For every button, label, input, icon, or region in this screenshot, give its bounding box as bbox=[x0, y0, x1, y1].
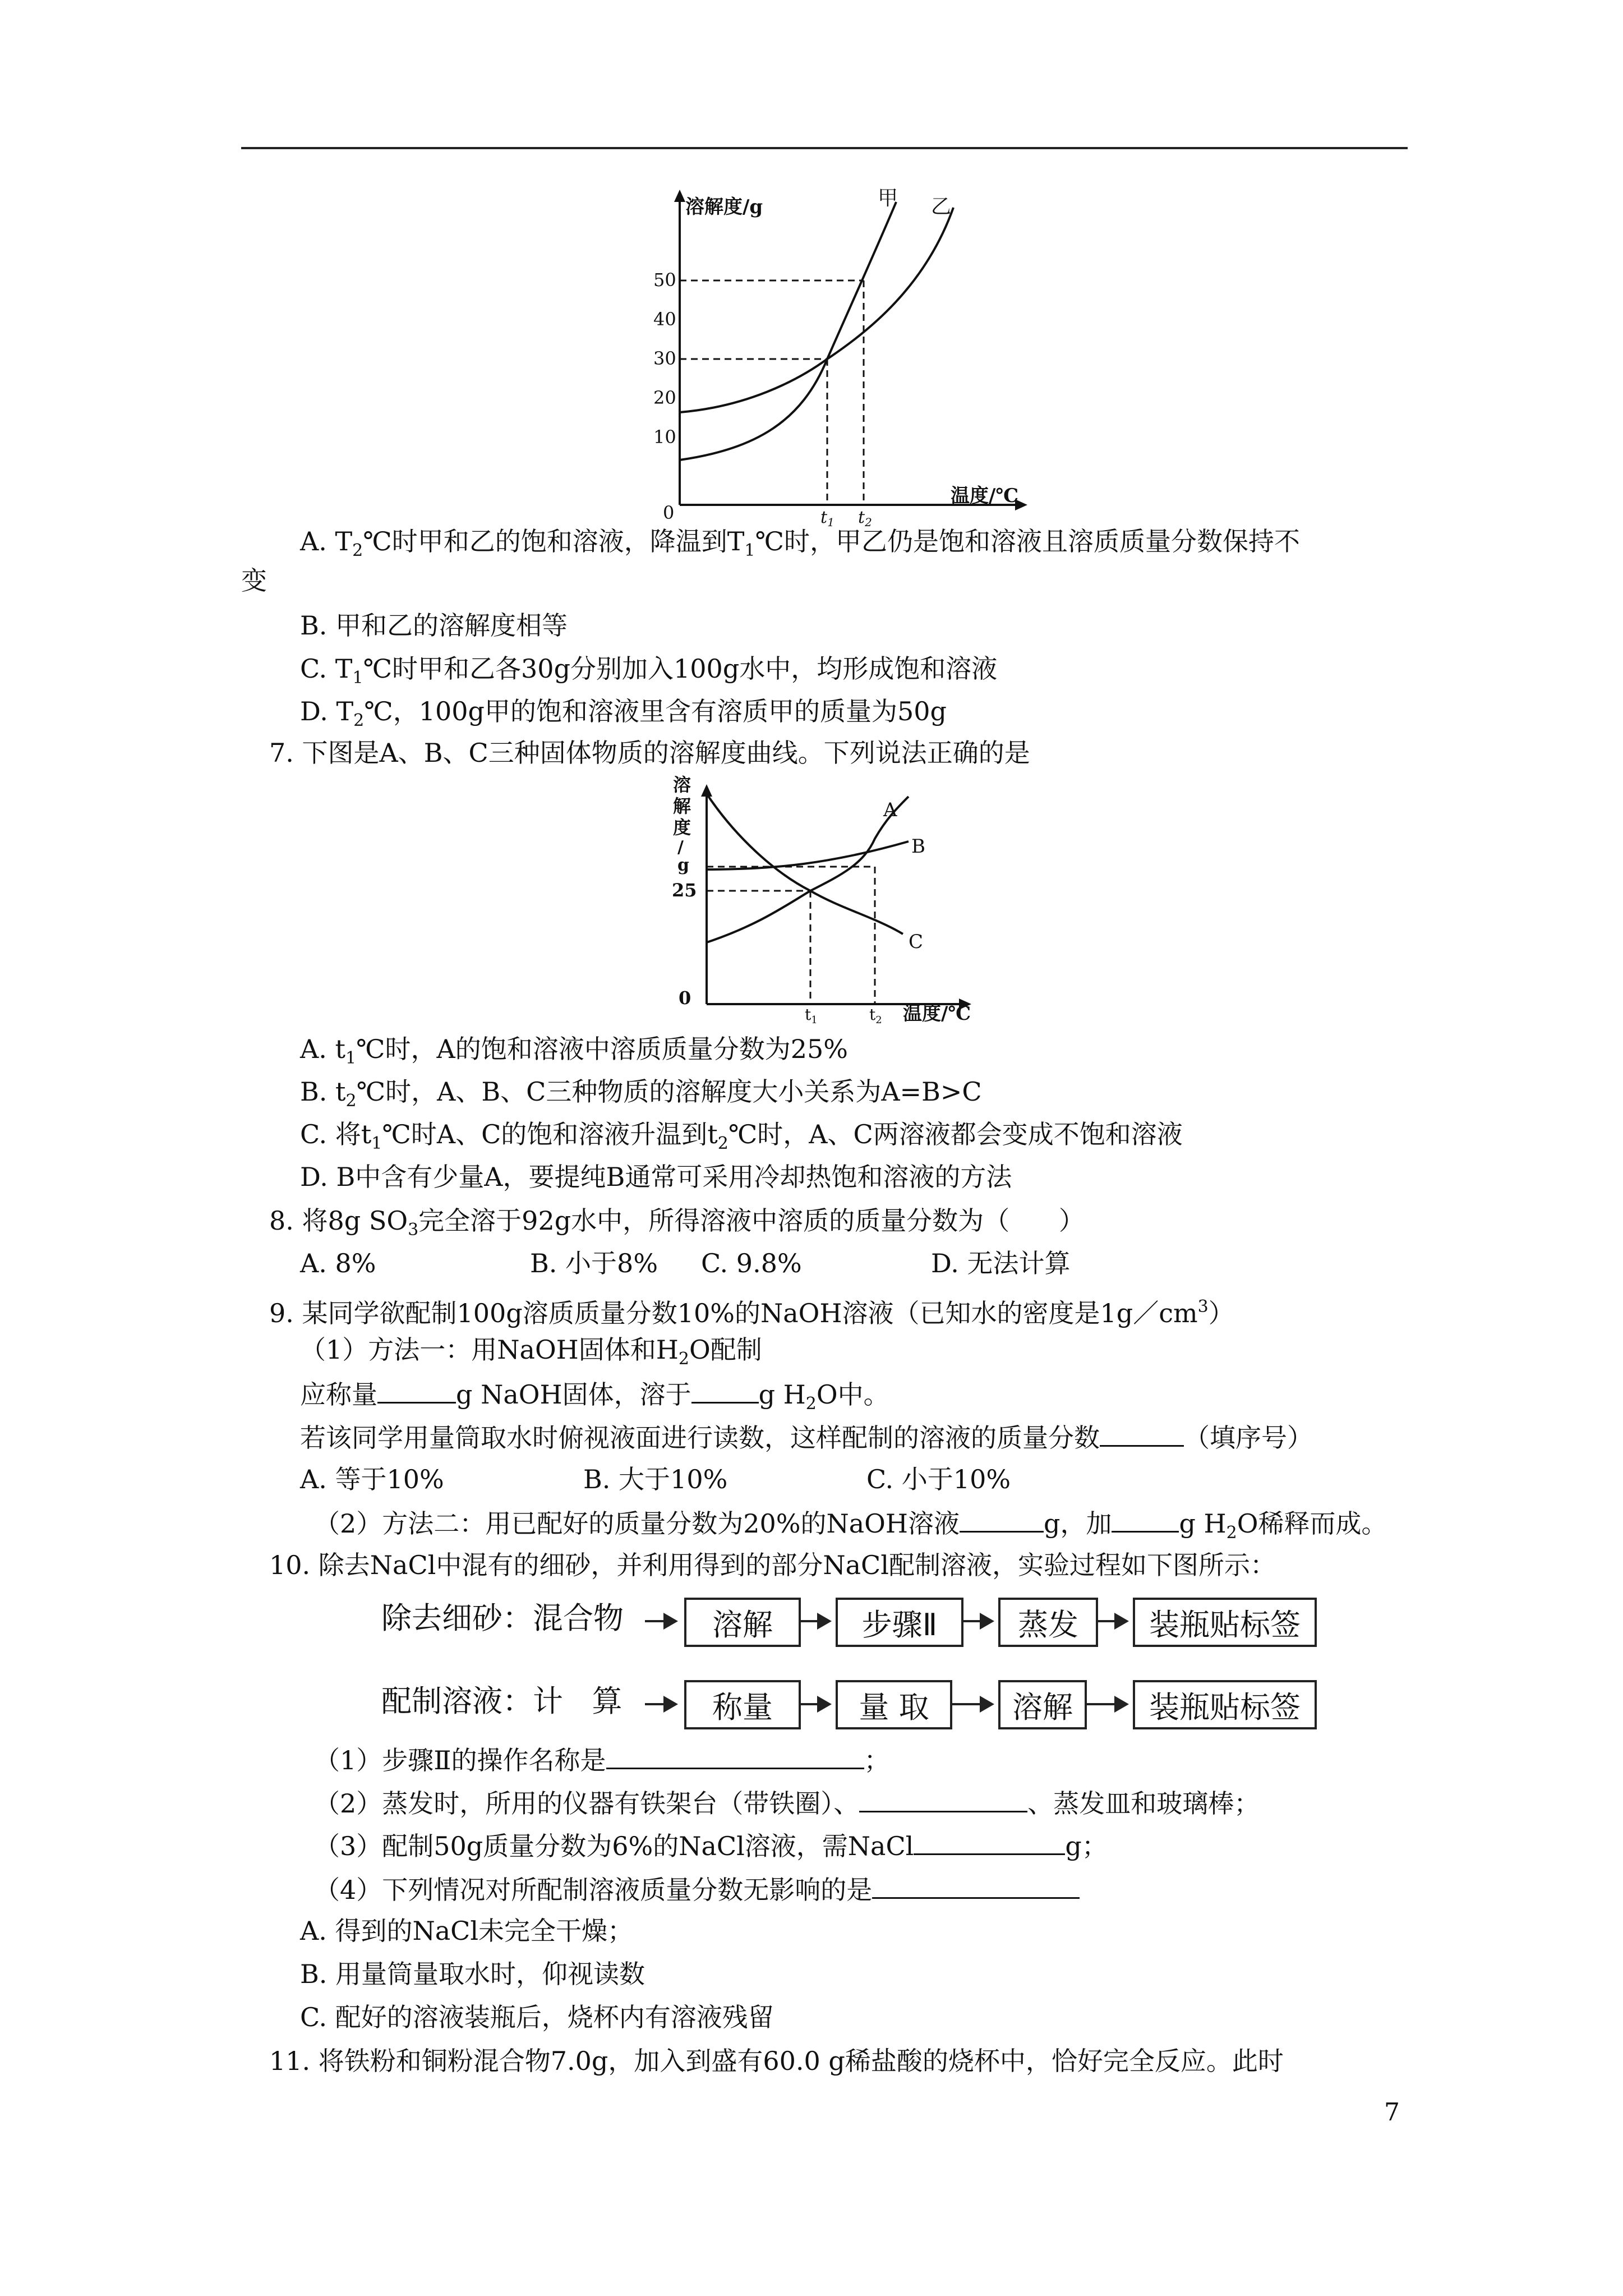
q10-subq-3: （3）配制50g质量分数为6%的NaCl溶液，需NaCl g； bbox=[314, 1828, 1108, 1863]
x-axis-label: 温度/℃ bbox=[951, 485, 1019, 507]
q7-stem: 7. 下图是A、B、C三种固体物质的溶解度曲线。下列说法正确的是 bbox=[269, 738, 1030, 768]
q6-option-a: A. $T_2℃$时甲和乙的饱和溶液，降温到$T_1℃$时，甲乙仍是饱和溶液且溶质质量分数保持不 bbox=[300, 526, 1300, 560]
curve-b bbox=[707, 841, 909, 869]
answer-blank[interactable] bbox=[1112, 1505, 1179, 1533]
flow-arrow bbox=[799, 1703, 829, 1705]
q9-option-c: C. 小于10% bbox=[866, 1464, 1011, 1494]
answer-blank[interactable] bbox=[859, 1785, 1027, 1812]
q9-option-a: A. 等于10% bbox=[300, 1464, 444, 1494]
origin-label: 0 bbox=[679, 987, 691, 1009]
flow-arrow bbox=[961, 1620, 992, 1622]
flow2-step-dissolve: 溶解 bbox=[998, 1680, 1087, 1729]
flow-arrow bbox=[799, 1620, 829, 1622]
answer-blank[interactable] bbox=[960, 1505, 1044, 1533]
flow-arrow bbox=[950, 1703, 992, 1705]
answer-blank[interactable] bbox=[914, 1828, 1065, 1855]
header-rule bbox=[241, 147, 1408, 149]
answer-blank[interactable] bbox=[377, 1376, 456, 1404]
y-tick: 20 bbox=[653, 387, 676, 408]
q8-option-a: A. 8% bbox=[300, 1248, 376, 1278]
q10-option-c: C. 配好的溶液装瓶后，烧杯内有溶液残留 bbox=[300, 2002, 774, 2032]
q7-option-c: C. 将$t_1℃$时A、C的饱和溶液升温到$t_2℃$时，A、C两溶液都会变成不饱和溶液 bbox=[300, 1119, 1183, 1153]
q7-option-b: B. $t_2℃$时，A、B、C三种物质的溶解度大小关系为A=B>C bbox=[300, 1076, 982, 1111]
solubility-chart-1 bbox=[634, 185, 1038, 529]
page-number: 7 bbox=[1384, 2098, 1400, 2127]
q9-weigh-line: 应称量 g NaOH固体，溶于 g $H_2O$中。 bbox=[300, 1376, 889, 1421]
q8-stem: 8. 将8g $SO_3$完全溶于92g水中，所得溶液中溶质的质量分数为（ ） bbox=[269, 1205, 1085, 1240]
q10-option-a: A. 得到的NaCl未完全干燥； bbox=[300, 1916, 634, 1946]
q9-option-b: B. 大于10% bbox=[583, 1464, 728, 1494]
answer-blank[interactable] bbox=[872, 1871, 1080, 1899]
q9-method-2: （2）方法二：用已配好的质量分数为20%的NaOH溶液 g，加 g $H_2O$稀释而成。 bbox=[314, 1505, 1387, 1550]
x-tick-t2: $t_2$ bbox=[858, 508, 872, 529]
x-tick-t1: $t_1$ bbox=[805, 1005, 818, 1026]
y-axis-label-char: 解 bbox=[673, 795, 691, 817]
x-axis-label: 温度/℃ bbox=[903, 1002, 971, 1025]
flow1-label: 除去细砂：混合物 bbox=[381, 1600, 624, 1636]
q10-subq-4: （4）下列情况对所配制溶液质量分数无影响的是 bbox=[314, 1871, 1080, 1907]
series-label-c: C bbox=[909, 931, 924, 953]
y-tick: 10 bbox=[653, 426, 676, 448]
y-tick: 30 bbox=[653, 348, 676, 369]
series-label-yi: 乙 bbox=[931, 195, 952, 218]
answer-blank[interactable] bbox=[1100, 1419, 1184, 1447]
y-axis-label-char: 溶 bbox=[673, 774, 691, 795]
q9-method-1: （1）方法一：用NaOH固体和$H_2O$配制 bbox=[300, 1335, 762, 1369]
answer-blank[interactable] bbox=[606, 1742, 864, 1769]
q7-option-a: A. $t_1℃$时，A的饱和溶液中溶质质量分数为25% bbox=[300, 1034, 848, 1068]
y-axis-label-char: 度 bbox=[673, 817, 691, 838]
series-label-jia: 甲 bbox=[878, 187, 898, 210]
q11-stem: 11. 将铁粉和铜粉混合物7.0g，加入到盛有60.0 g稀盐酸的烧杯中，恰好完全反应。此时 bbox=[269, 2046, 1284, 2076]
q7-option-d: D. B中含有少量A，要提纯B通常可采用冷却热饱和溶液的方法 bbox=[300, 1162, 1012, 1192]
flow-arrow bbox=[645, 1703, 676, 1705]
origin-label: 0 bbox=[663, 502, 675, 523]
flow2-step-weigh: 称量 bbox=[684, 1680, 801, 1729]
y-tick-25: 25 bbox=[672, 880, 697, 901]
q10-subq-1: （1）步骤Ⅱ的操作名称是 ； bbox=[314, 1742, 890, 1777]
y-axis-label-char: g bbox=[677, 855, 689, 875]
flow-arrow bbox=[645, 1620, 676, 1622]
q8-option-c: C. 9.8% bbox=[701, 1248, 802, 1278]
solubility-chart-2 bbox=[662, 774, 1021, 1026]
flow2-label: 配制溶液：计 算 bbox=[381, 1683, 623, 1719]
q8-option-b: B. 小于8% bbox=[530, 1248, 658, 1278]
flow2-step-measure: 量 取 bbox=[836, 1680, 952, 1729]
y-tick: 50 bbox=[653, 269, 676, 291]
flow2-step-label: 装瓶贴标签 bbox=[1133, 1680, 1317, 1729]
q9-reading-line: 若该同学用量筒取水时俯视液面进行读数，这样配制的溶液的质量分数 （填序号） bbox=[300, 1419, 1313, 1455]
q6-option-a-continued: 变 bbox=[241, 565, 267, 596]
x-tick-t1: $t_1$ bbox=[820, 508, 834, 529]
flow1-step-2: 步骤Ⅱ bbox=[836, 1598, 963, 1647]
series-label-b: B bbox=[911, 835, 925, 858]
series-label-a: A bbox=[883, 799, 897, 821]
q6-option-c: C. $T_1℃$时甲和乙各30g分别加入100g水中，均形成饱和溶液 bbox=[300, 654, 998, 688]
q9-stem: 9. 某同学欲配制100g溶质质量分数10%的NaOH溶液（已知水的密度是$1g/cm^3$） bbox=[269, 1297, 1234, 1328]
y-tick: 40 bbox=[653, 309, 676, 330]
q10-subq-2: （2）蒸发时，所用的仪器有铁架台（带铁圈）、 、蒸发皿和玻璃棒； bbox=[314, 1785, 1260, 1820]
q10-stem: 10. 除去NaCl中混有的细砂，并利用得到的部分NaCl配制溶液，实验过程如下图所示： bbox=[269, 1550, 1276, 1580]
flow-arrow bbox=[1085, 1703, 1127, 1705]
flow1-step-evaporate: 蒸发 bbox=[998, 1598, 1098, 1647]
q8-option-d: D. 无法计算 bbox=[931, 1248, 1071, 1278]
q10-option-b: B. 用量筒量取水时，仰视读数 bbox=[300, 1959, 645, 1989]
flow-arrow bbox=[1096, 1620, 1127, 1622]
y-axis-label: 溶解度/g bbox=[685, 196, 763, 218]
q6-option-d: D. $T_2℃$，100g甲的饱和溶液里含有溶质甲的质量为50g bbox=[300, 696, 947, 730]
answer-blank[interactable] bbox=[691, 1376, 759, 1404]
x-tick-t2: $t_2$ bbox=[869, 1005, 882, 1026]
q6-option-b: B. 甲和乙的溶解度相等 bbox=[300, 610, 568, 641]
flow1-step-dissolve: 溶解 bbox=[684, 1598, 801, 1647]
flow1-step-label: 装瓶贴标签 bbox=[1133, 1598, 1317, 1647]
y-axis-label-char: / bbox=[677, 838, 684, 857]
